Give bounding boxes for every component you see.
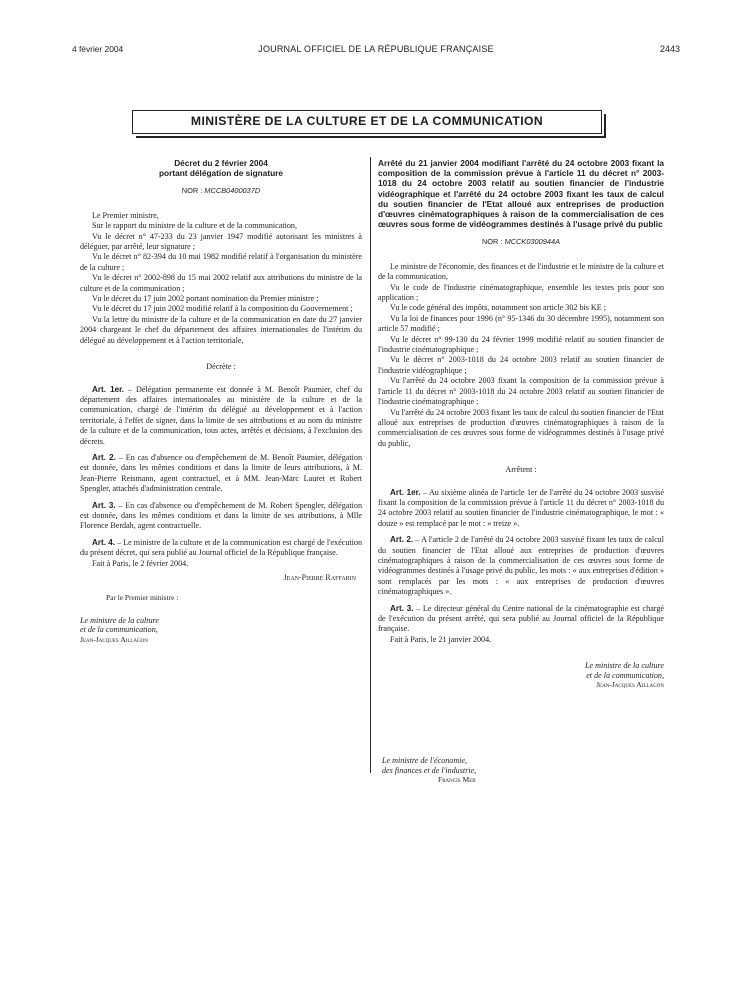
decree-article [80, 538, 362, 559]
arrete-visa-paragraph: Le ministre de l'économie, des finances et de l'industrie et le ministre de la culture et de la communication, [378, 261, 664, 282]
article-label: Art. 1er. [92, 384, 125, 394]
decree-decrete: Décrète : [206, 362, 236, 372]
running-header [72, 44, 680, 58]
left-column-decree [80, 158, 362, 645]
decree-visa-paragraph: Vu le décret du 17 juin 2002 portant nomination du Premier ministre ; [92, 294, 319, 304]
ministry-section-box [132, 110, 602, 134]
decree-article [80, 453, 362, 495]
right-column-arrete [378, 158, 664, 690]
arrete-culture-minister-signature [378, 661, 664, 690]
header-journal-title: JOURNAL OFFICIEL DE LA RÉPUBLIQUE FRANÇAISE [258, 44, 494, 54]
arrete-article [378, 535, 664, 597]
decree-visa-paragraph: Vu le décret n° 82-394 du 10 mai 1982 modifié relatif à l'organisation du ministère de la culture ; [80, 252, 362, 272]
decree-title-line-1: Décret du 2 février 2004 [174, 158, 268, 168]
arrete-article [378, 604, 664, 635]
arrete-visa-paragraph: Vu le décret n° 2003-1018 du 24 octobre 2003 relatif au soutien financier de l'industrie vidéographique ; [378, 355, 664, 375]
article-label: Art. 2. [390, 535, 414, 545]
article-text: – En cas d'absence ou d'empêchement de M. Robert Spengler, délégation est donnée, dans les mêmes conditions et dans la limite de ses attributions, à Mlle Florence Berdah, agent contractuelle. [80, 500, 362, 531]
article-label: Art. 3. [390, 603, 414, 613]
arrete-article [378, 488, 664, 530]
decree-countersignature [80, 616, 362, 645]
article-text: – Le directeur général du Centre national de la cinématographie est chargé de l'exécution du présent arrêté, qui sera publié au Journal officiel de la République française. [378, 603, 664, 634]
ministry-section-title: MINISTÈRE DE LA CULTURE ET DE LA COMMUNICATION [190, 114, 544, 128]
column-divider [370, 157, 371, 773]
arrete-visa-paragraph: Vu l'arrêté du 24 octobre 2003 fixant les taux de calcul du soutien financier de l'Etat alloué aux entreprises de production d'œuvres cinématographiques à raison de la commercialisation de ces œuvres sous forme de vidéogrammes destinés à l'usage privé du public, [378, 407, 664, 448]
arrete-fait-a-paris: Fait à Paris, le 21 janvier 2004. [390, 634, 492, 644]
decree-visa-paragraph: Vu le décret n° 2002-898 du 15 mai 2002 relatif aux attributions du ministre de la culture et de la communication ; [80, 273, 362, 293]
decree-visa-paragraph: Sur le rapport du ministre de la culture et de la communication, [92, 221, 297, 231]
article-label: Art. 1er. [390, 487, 421, 497]
arrete-economy-minister-signature [382, 756, 522, 785]
decree-fait-a-paris: Fait à Paris, le 2 février 2004. [92, 558, 189, 568]
article-text: – En cas d'absence ou d'empêchement de M. Benoît Paumier, délégation est donnée, dans les mêmes conditions et dans la limite de leurs attributions, à M. Jean-Pierre Reismann, agent contractuel, et à MM. Jean-Marc Lauret et Robert Spengler, attachés d'administration centrale. [80, 452, 362, 494]
arrete-nor-label: NOR : [481, 237, 503, 247]
article-label: Art. 3. [92, 500, 116, 510]
economy-minister-block [382, 756, 522, 785]
article-text: – Délégation permanente est donnée à M. Benoît Paumier, chef du département des affaires internationales au ministère de la culture et de la communication, chargé de l'intérim du délégué au développement et à l'action territoriale, à l'effet de signer, dans la limite de ses attributions et au nom du ministre de la culture et de la communication, tous actes, arrêtés et décisions, à l'exclusion des décrets. [80, 384, 362, 446]
article-label: Art. 2. [92, 452, 116, 462]
minister-title-line: Le ministre de la culture [80, 615, 159, 625]
minister-title-line: des finances et de l'industrie, [382, 765, 477, 775]
minister-name: Jean-Jacques Aillagon [596, 680, 664, 690]
decree-visa-paragraph: Le Premier ministre, [92, 210, 159, 220]
decree-nor-label: NOR : [181, 186, 203, 196]
minister-name: Jean-Jacques Aillagon [80, 635, 148, 644]
article-text: – Au sixième alinéa de l'article 1er de l'arrêté du 24 octobre 2003 susvisé fixant la composition de la commission prévue à l'article 11 du décret n° 2003-1018 du 24 octobre 2003 relatif au soutien financier de l'industrie cinématographique, le mot : « douze » est remplacé par le mot : « treize ». [378, 487, 664, 528]
decree-article [80, 385, 362, 447]
arrete-arretent: Arrêtent : [505, 465, 537, 475]
decree-visa-paragraph: Vu le décret n° 47-233 du 23 janvier 1947 modifié autorisant les ministres à déléguer, par arrêté, leur signature ; [80, 231, 362, 252]
arrete-nor-code: MCCK0300944A [504, 237, 561, 247]
decree-title-line-2: portant délégation de signature [158, 168, 283, 179]
decree-visa-paragraph: Vu la lettre du ministre de la culture et de la communication en date du 27 janvier 2004 chargeant le chef du département des affaires internationales de l'intérim du délégué au développement et à l'action territoriale, [80, 314, 362, 345]
minister-title-line: et de la communication, [80, 625, 158, 635]
arrete-visa-paragraph: Vu le code de l'industrie cinématographique, ensemble les textes pris pour son application ; [378, 282, 664, 303]
header-page-number: 2443 [659, 44, 680, 54]
arrete-visa-paragraph: Vu l'arrêté du 24 octobre 2003 fixant la composition de la commission prévue à l'article 11 du décret n° 2003-1018 du 24 octobre 2003 relatif au soutien financier de l'industrie cinématographique ; [378, 376, 664, 407]
article-label: Art. 4. [92, 537, 115, 547]
arrete-visa-paragraph: Vu la loi de finances pour 1996 (n° 95-1346 du 30 décembre 1995), notamment son article 57 modifié ; [378, 313, 664, 334]
arrete-visa-paragraph: Vu le code général des impôts, notamment son article 302 bis KE ; [390, 303, 606, 313]
arrete-visa-paragraph: Vu le décret n° 99-130 du 24 février 1999 modifié relatif au soutien financier de l'industrie cinématographique ; [378, 334, 664, 355]
decree-signatory: Jean-Pierre Raffarin [283, 573, 356, 582]
article-text: – A l'article 2 de l'arrêté du 24 octobre 2003 susvisé fixant les taux de calcul du soutien financier de l'Etat alloué aux entreprises de production d'œuvres cinématographiques à raison de la commercialisation de ces œuvres sous forme de vidéogrammes destinés à l'usage privé du public, les mots : « aux entreprises d'édition » sont remplacés par les mots : « aux entreprises de production d'œuvres cinématographiques ». [378, 535, 664, 597]
arrete-title: Arrêté du 21 janvier 2004 modifiant l'arrêté du 24 octobre 2003 fixant la composition de la commission prévue à l'article 11 du décret n° 2003-1018 du 24 octobre 2003 relatif au soutien financier de l'industrie vidéographique et l'arrêté du 24 octobre 2003 fixant les taux de calcul du soutien financier de l'Etat alloué aux entreprises de production d'œuvres cinématographiques à raison de la commercialisation de ces œuvres sous forme de vidéogrammes destinés à l'usage privé du public [378, 158, 664, 230]
minister-title-line: Le ministre de l'économie, [382, 756, 468, 765]
decree-nor-code: MCCB0400037D [204, 186, 261, 196]
minister-title-line: et de la communication, [586, 670, 664, 680]
decree-par-le-premier-ministre: Par le Premier ministre : [106, 593, 179, 603]
header-date: 4 février 2004 [72, 44, 124, 54]
minister-title-line: Le ministre de la culture [585, 661, 664, 671]
arrete-nor [378, 237, 664, 247]
decree-article [80, 501, 362, 532]
decree-nor [80, 186, 362, 196]
article-text: – Le ministre de la culture et de la communication est chargé de l'exécution du présent décret, qui sera publié au Journal officiel de la République française. [80, 537, 362, 558]
decree-visa-paragraph: Vu le décret du 17 juin 2002 modifié relatif à la composition du Gouvernement ; [92, 304, 353, 314]
minister-name: Francis Mer [438, 775, 476, 785]
